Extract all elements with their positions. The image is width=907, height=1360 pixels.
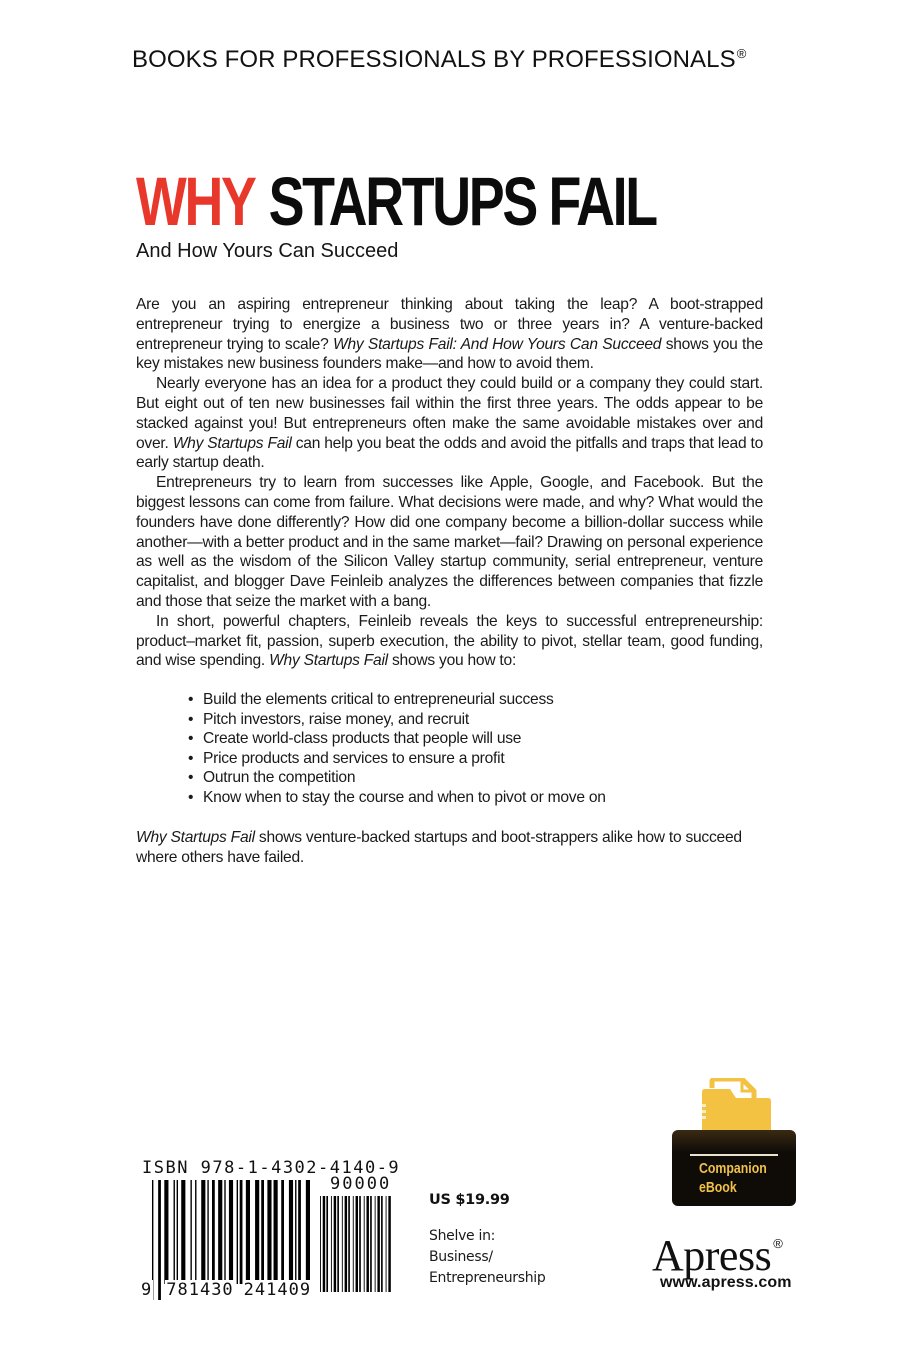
- companion-ebook-badge: [672, 1078, 798, 1206]
- benefit-item: • Create world-class products that people will use: [188, 729, 606, 749]
- barcode-bar: [240, 1180, 243, 1284]
- barcode-bar: [207, 1180, 208, 1284]
- book-title: [136, 163, 656, 240]
- barcode-bar: [331, 1196, 332, 1292]
- barcode-bar: [281, 1180, 284, 1284]
- barcode-bar: [201, 1180, 205, 1284]
- price: US $19.99: [429, 1192, 510, 1208]
- benefit-item: • Know when to stay the course and when to pivot or move on: [188, 788, 606, 808]
- benefit-item: • Outrun the competition: [188, 768, 606, 788]
- barcode-bar: [345, 1196, 347, 1292]
- title-accent-word: WHY: [136, 163, 255, 240]
- description-paragraph: Entrepreneurs try to learn from successes like Apple, Google, and Facebook. But the biggest lessons can come from failure. What decisions were made, and why? What would the founders have done differently? How did one company become a billion-dollar success while another—with a better product and in the same market—fail? Drawing on personal experience as well as the wisdom of the Silicon Valley startup community, serial entrepreneur, venture capitalist, and blogger Dave Feinleib analyzes the differences between companies that fizzle and those that seize the market with a bang.: [136, 474, 763, 610]
- series-tagline: [132, 46, 746, 74]
- description-paragraph: Nearly everyone has an idea for a product they could build or a company they could start. But eight out of ten new businesses fail within the first three years. The odds appear to be stacked against you! But entrepreneurs often make the same avoidable mistakes over and over. Why Startups Fail can help you beat the odds and avoid the pitfalls and traps that lead to early startup death.: [136, 375, 763, 472]
- barcode-bar: [323, 1196, 325, 1292]
- barcode-bar: [255, 1180, 259, 1284]
- barcode-bar: [334, 1196, 336, 1292]
- benefits-list: [188, 690, 606, 808]
- ean-digits: 9 781430 241409: [141, 1280, 312, 1300]
- barcode-bar: [388, 1196, 390, 1292]
- barcode-bar: [289, 1180, 293, 1284]
- barcode-addon-digits: 90000: [330, 1174, 392, 1194]
- barcode-bar: [237, 1180, 238, 1284]
- barcode-bar: [195, 1180, 196, 1284]
- barcode-bar: [181, 1180, 185, 1284]
- barcode-bar: [320, 1196, 321, 1292]
- series-tagline-text: BOOKS FOR PROFESSIONALS BY PROFESSIONALS: [132, 46, 736, 73]
- barcode-bar: [190, 1180, 191, 1284]
- barcode-bar: [381, 1196, 383, 1292]
- barcode-bar: [337, 1196, 339, 1292]
- benefit-item: • Pitch investors, raise money, and recruit: [188, 710, 606, 730]
- description-paragraph: Are you an aspiring entrepreneur thinking about taking the leap? A boot-strapped entrepreneur trying to energize a business two or three years in? A venture-backed entrepreneur trying to scale? Why Startups Fail: And How Yours Can Succeed shows you the key mistakes new business founders make—and how to avoid them.: [136, 296, 763, 373]
- barcode-bar: [342, 1196, 343, 1292]
- barcode-bar: [364, 1196, 365, 1292]
- barcode-bar: [212, 1180, 215, 1284]
- barcode-bar: [174, 1180, 175, 1284]
- barcode-bar: [375, 1196, 376, 1292]
- shelve-label: Shelve in:: [429, 1228, 496, 1244]
- barcode-bar: [366, 1196, 368, 1292]
- shelving-info: [429, 1226, 545, 1289]
- barcode-bar: [218, 1180, 222, 1284]
- barcode-bar: [177, 1180, 178, 1284]
- closing-paragraph: Why Startups Fail shows venture-backed startups and boot-strappers alike how to succeed where others have failed.: [136, 829, 742, 866]
- addon-barcode: [320, 1196, 392, 1292]
- barcode-bar: [326, 1196, 328, 1292]
- book-subtitle: And How Yours Can Succeed: [136, 240, 399, 262]
- barcode-bar: [377, 1196, 379, 1292]
- description-paragraph: In short, powerful chapters, Feinleib reveals the keys to successful entrepreneurship: product–market fit, passion, superb execution, the ability to pivot, stellar team, good funding, and wise spending. Why Startups Fail shows you how to:: [136, 612, 763, 670]
- benefit-item: • Build the elements critical to entrepreneurial success: [188, 690, 606, 710]
- barcode-bar: [164, 1180, 168, 1284]
- barcode-bar: [386, 1196, 387, 1292]
- apress-logo: Apress ®: [652, 1231, 783, 1280]
- barcode-bar: [267, 1180, 271, 1284]
- barcode-bar: [274, 1180, 278, 1284]
- barcode-bar: [295, 1180, 296, 1284]
- companion-ebook-label: Companion eBook: [699, 1161, 767, 1196]
- barcode-bar: [261, 1180, 264, 1284]
- barcode-bar: [359, 1196, 361, 1292]
- title-main: STARTUPS FAIL: [268, 163, 656, 240]
- barcode-bar: [298, 1180, 301, 1284]
- description: [136, 295, 763, 671]
- isbn-label: ISBN 978-1-4302-4140-9: [142, 1158, 401, 1178]
- shelve-subcategory: Entrepreneurship: [429, 1270, 546, 1286]
- shelve-category: Business/: [429, 1249, 493, 1265]
- barcode-bar: [246, 1180, 250, 1284]
- barcode-bar: [356, 1196, 358, 1292]
- apress-url[interactable]: www.apress.com: [660, 1274, 792, 1291]
- registered-mark: ®: [736, 46, 747, 61]
- barcode-bar: [348, 1196, 350, 1292]
- barcode-bar: [353, 1196, 354, 1292]
- barcode-bar: [370, 1196, 372, 1292]
- benefit-item: • Price products and services to ensure a profit: [188, 749, 606, 769]
